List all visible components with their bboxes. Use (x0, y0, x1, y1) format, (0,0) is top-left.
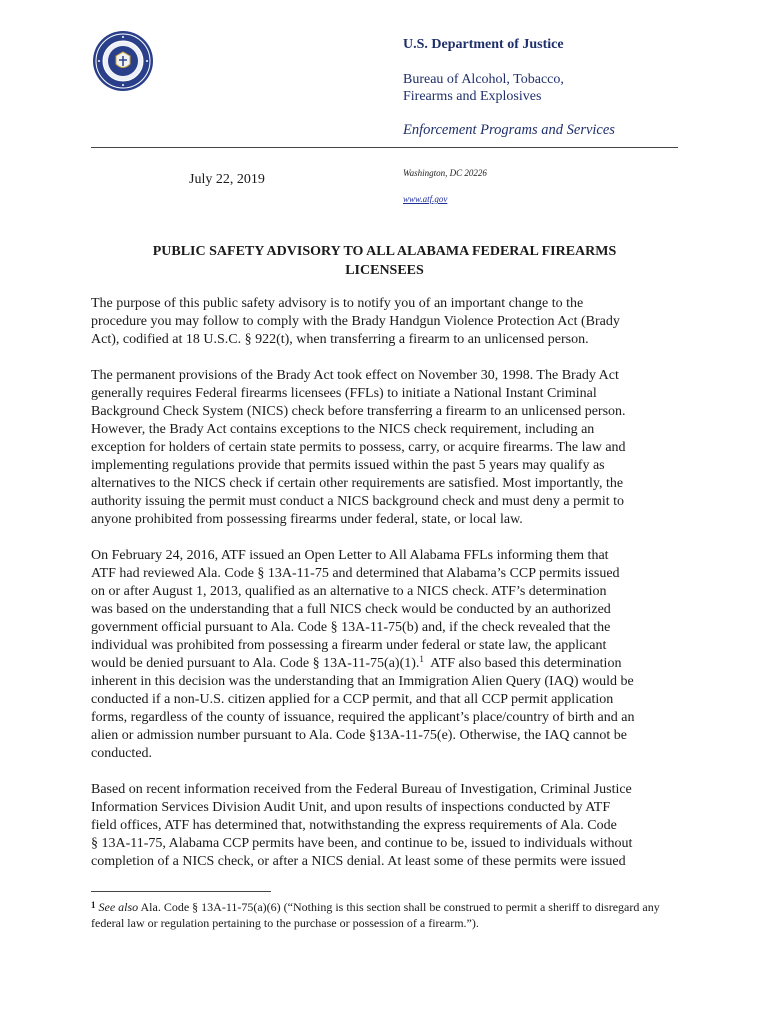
text-line: Background Check System (NICS) check before transferring a firearm to an unlicensed person. (91, 404, 626, 419)
title-line-2: LICENSEES (345, 263, 424, 278)
text-line: individual was prohibited from possessing a firearm under federal or state law, the applicant (91, 638, 607, 653)
advisory-body (91, 295, 681, 871)
doj-atf-seal-icon (92, 30, 154, 92)
department-name: U.S. Department of Justice (403, 37, 564, 52)
text-line: exception for holders of certain state permits to possess, carry, or acquire firearms. The law and (91, 440, 626, 455)
text-line: field offices, ATF has determined that, notwithstanding the express requirements of Ala. Code (91, 818, 617, 833)
paragraph-4 (91, 781, 681, 871)
footnote-text: Ala. Code § 13A-11-75(a)(6) (“Nothing is this section shall be construed to permit a sheriff to disregard any (138, 900, 660, 914)
text-line: The purpose of this public safety advisory is to notify you of an important change to the (91, 296, 584, 311)
letterhead (403, 36, 703, 139)
text-line: alien or admission number pursuant to Ala. Code §13A-11-75(e). Otherwise, the IAQ cannot be (91, 728, 628, 743)
text-line: § 13A-11-75, Alabama CCP permits have been, and continue to be, issued to individuals without (91, 836, 633, 851)
footnote-divider (91, 891, 271, 892)
office-city: Washington, DC 20226 (403, 168, 487, 178)
text-line: was based on the understanding that a full NICS check would be conducted by an authorized (91, 602, 611, 617)
paragraph-2 (91, 367, 681, 529)
text-line: On February 24, 2016, ATF issued an Open Letter to All Alabama FFLs informing them that (91, 548, 609, 563)
text-line: alternatives to the NICS check if certain other requirements are satisfied. Most importantly, the (91, 476, 624, 491)
footnote-reference[interactable]: 1 (419, 654, 424, 664)
text-line: forms, regardless of the county of issuance, required the applicant’s place/country of birth and an (91, 710, 635, 725)
text-line: conducted if a non-U.S. citizen applied for a CCP permit, and that all CCP permit application (91, 692, 614, 707)
text-line: completion of a NICS check, or after a NICS denial. At least some of these permits were issued (91, 854, 626, 869)
text-line: generally requires Federal firearms licensees (FFLs) to initiate a National Instant Criminal (91, 386, 597, 401)
text-segment: would be denied pursuant to Ala. Code § 13A-11-75(a)(1). (91, 656, 420, 671)
letter-date: July 22, 2019 (189, 172, 265, 187)
text-line: Information Services Division Audit Unit, and upon results of inspections conducted by ATF (91, 800, 611, 815)
text-line: Act), codified at 18 U.S.C. § 922(t), when transferring a firearm to an unlicensed person. (91, 332, 589, 347)
text-line: Based on recent information received from the Federal Bureau of Investigation, Criminal Justice (91, 782, 632, 797)
text-line: authority issuing the permit must conduct a NICS background check and must deny a permit to (91, 494, 625, 509)
footnote-marker: 1 (91, 900, 96, 910)
text-line: ATF had reviewed Ala. Code § 13A-11-75 and determined that Alabama’s CCP permits issued (91, 566, 620, 581)
office-name: Enforcement Programs and Services (403, 122, 615, 138)
footnote-line-1 (91, 897, 691, 915)
text-line: conducted. (91, 746, 153, 761)
bureau-line-2: Firearms and Explosives (403, 89, 542, 104)
text-line-with-footnote (91, 655, 681, 673)
text-line: implementing regulations provide that permits issued within the past 5 years may qualify as (91, 458, 605, 473)
text-segment: ATF also based this determination (423, 656, 622, 671)
text-line: procedure you may follow to comply with the Brady Handgun Violence Protection Act (Brady (91, 314, 620, 329)
paragraph-1 (91, 295, 681, 349)
advisory-title (91, 242, 678, 280)
website-link[interactable]: www.atf.gov (403, 194, 448, 204)
bureau-name (403, 71, 703, 105)
footnote-line-2: federal law or regulation pertaining to the purchase or possession of a firearm.”). (91, 916, 479, 930)
header-divider (91, 147, 678, 148)
text-line: anyone prohibited from possessing firearms under federal, state, or local law. (91, 512, 523, 527)
footnote (91, 897, 691, 931)
paragraph-3 (91, 547, 681, 763)
see-also-text: See also (98, 900, 139, 914)
text-line: government official pursuant to Ala. Code § 13A-11-75(b) and, if the check revealed that the (91, 620, 611, 635)
title-line-1: PUBLIC SAFETY ADVISORY TO ALL ALABAMA FEDERAL FIREARMS (152, 244, 617, 259)
text-line: inherent in this decision was the understanding that an Immigration Alien Query (IAQ) would be (91, 674, 634, 689)
bureau-line-1: Bureau of Alcohol, Tobacco, (403, 72, 564, 87)
text-line: However, the Brady Act contains exceptions to the NICS check requirement, including an (91, 422, 595, 437)
text-line: The permanent provisions of the Brady Act took effect on November 30, 1998. The Brady Act (91, 368, 619, 383)
text-line: on or after August 1, 2013, qualified as an alternative to a NICS check. ATF’s determination (91, 584, 607, 599)
